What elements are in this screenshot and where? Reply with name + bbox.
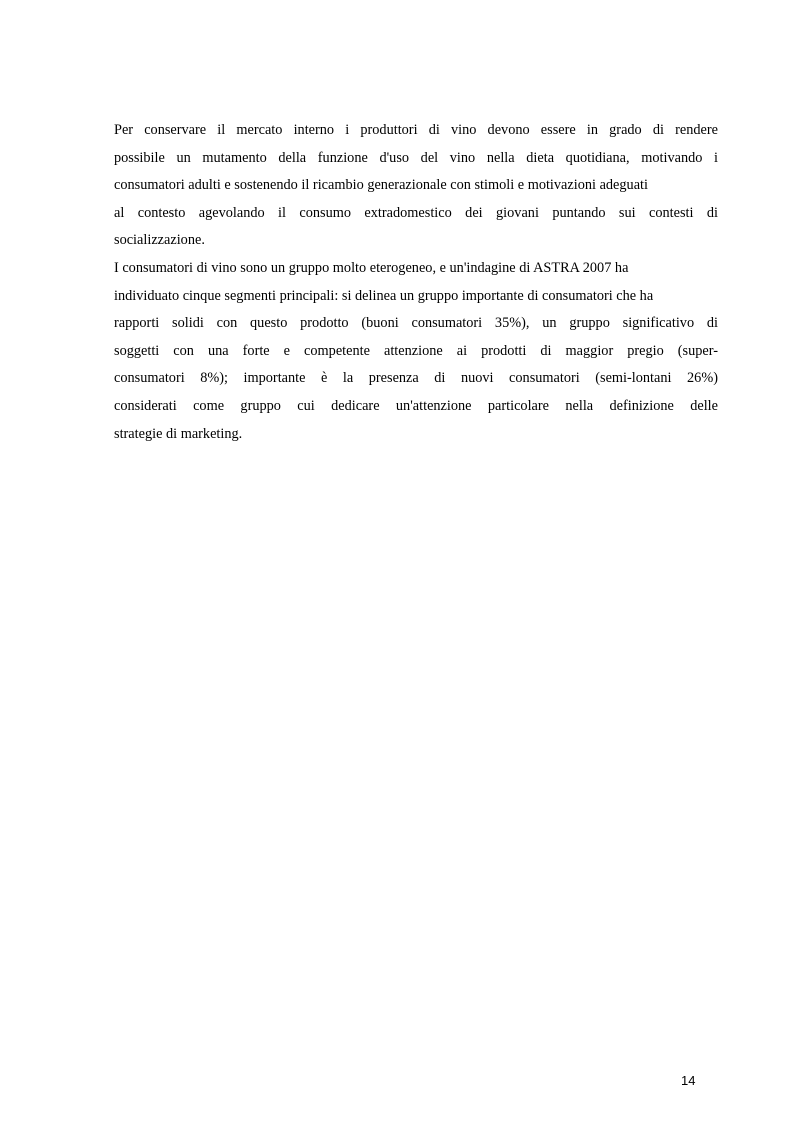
text-line: consumatori adulti e sostenendo il ricambio generazionale con stimoli e motivazioni adeguati <box>114 177 648 194</box>
text-line: strategie di marketing. <box>114 425 243 442</box>
text-line: socializzazione. <box>114 232 205 249</box>
paragraph-1 <box>114 117 718 255</box>
page-number: 14 <box>681 1073 696 1088</box>
text-line: al contesto agevolando il consumo extradomestico dei giovani puntando sui contesti di <box>114 204 718 221</box>
text-line: possibile un mutamento della funzione d'uso del vino nella dieta quotidiana, motivando i <box>114 149 718 166</box>
paragraph-2 <box>114 255 718 448</box>
text-line: soggetti con una forte e competente attenzione ai prodotti di maggior pregio (super- <box>114 342 718 359</box>
body-text <box>114 117 718 448</box>
text-line: individuato cinque segmenti principali: si delinea un gruppo importante di consumatori che ha <box>114 287 654 304</box>
text-line: I consumatori di vino sono un gruppo molto eterogeneo, e un'indagine di ASTRA 2007 ha <box>114 259 629 276</box>
text-line: rapporti solidi con questo prodotto (buoni consumatori 35%), un gruppo significativo di <box>114 315 718 332</box>
text-line: consumatori 8%); importante è la presenza di nuovi consumatori (semi-lontani 26%) <box>114 370 718 387</box>
text-line: Per conservare il mercato interno i produttori di vino devono essere in grado di rendere <box>114 122 718 138</box>
text-line: considerati come gruppo cui dedicare un'attenzione particolare nella definizione delle <box>114 397 718 414</box>
